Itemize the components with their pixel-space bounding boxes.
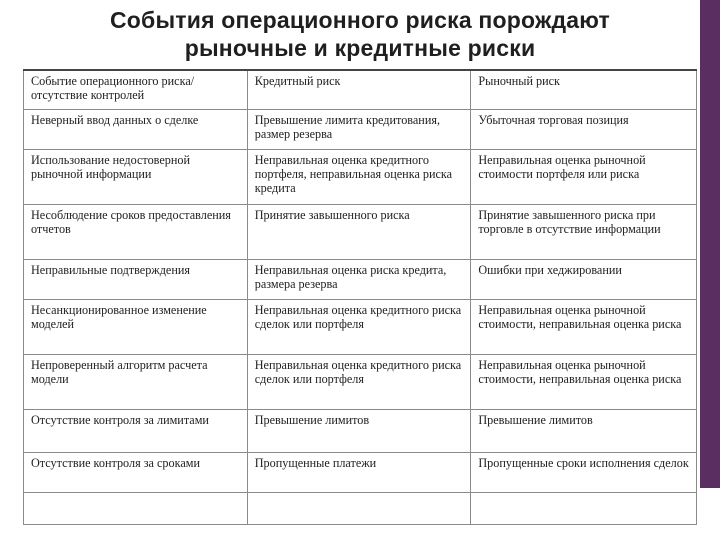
table-cell <box>247 493 471 525</box>
table-cell: Неправильная оценка кредитного риска сделок или портфеля <box>247 355 471 410</box>
risk-table <box>23 69 697 525</box>
table-cell: Пропущенные сроки исполнения сделок <box>471 453 697 493</box>
table-cell: Неправильная оценка кредитного портфеля, неправильная оценка риска кредита <box>247 150 471 205</box>
table-cell: Убыточная торговая позиция <box>471 110 697 150</box>
table-cell: Превышение лимитов <box>247 410 471 453</box>
table-cell: Принятие завышенного риска <box>247 205 471 260</box>
table-header-row <box>24 70 697 110</box>
title-line-1: События операционного риска порождают <box>109 7 610 33</box>
table-cell: Несоблюдение сроков предоставления отчетов <box>24 205 248 260</box>
table-cell: Несанкционированное изменение моделей <box>24 300 248 355</box>
table-cell <box>471 493 697 525</box>
table-cell: Неправильная оценка риска кредита, размера резерва <box>247 260 471 300</box>
header-cell-market-risk: Рыночный риск <box>471 70 697 110</box>
table-cell: Непроверенный алгоритм расчета модели <box>24 355 248 410</box>
table-cell: Превышение лимита кредитования, размер резерва <box>247 110 471 150</box>
slide-title <box>60 6 660 62</box>
table-row <box>24 355 697 410</box>
table-cell: Неправильная оценка рыночной стоимости портфеля или риска <box>471 150 697 205</box>
table-row <box>24 205 697 260</box>
title-line-2: рыночные и кредитные риски <box>184 35 536 61</box>
table-row <box>24 453 697 493</box>
table-cell: Отсутствие контроля за лимитами <box>24 410 248 453</box>
table-cell: Пропущенные платежи <box>247 453 471 493</box>
table-row <box>24 300 697 355</box>
header-cell-operational-event: Событие операционного риска/ отсутствие контролей <box>24 70 248 110</box>
table-cell: Отсутствие контроля за сроками <box>24 453 248 493</box>
table-row <box>24 150 697 205</box>
header-cell-credit-risk: Кредитный риск <box>247 70 471 110</box>
table-cell: Неверный ввод данных о сделке <box>24 110 248 150</box>
table-cell: Использование недостоверной рыночной информации <box>24 150 248 205</box>
table-cell: Принятие завышенного риска при торговле в отсутствие информации <box>471 205 697 260</box>
table-row <box>24 493 697 525</box>
table-cell <box>24 493 248 525</box>
table-cell: Неправильная оценка рыночной стоимости, неправильная оценка риска <box>471 300 697 355</box>
table-row <box>24 410 697 453</box>
table-cell: Превышение лимитов <box>471 410 697 453</box>
table-cell: Неправильная оценка рыночной стоимости, неправильная оценка риска <box>471 355 697 410</box>
table-cell: Ошибки при хеджировании <box>471 260 697 300</box>
table-cell: Неправильная оценка кредитного риска сделок или портфеля <box>247 300 471 355</box>
table-cell: Неправильные подтверждения <box>24 260 248 300</box>
table-row <box>24 110 697 150</box>
table-row <box>24 260 697 300</box>
